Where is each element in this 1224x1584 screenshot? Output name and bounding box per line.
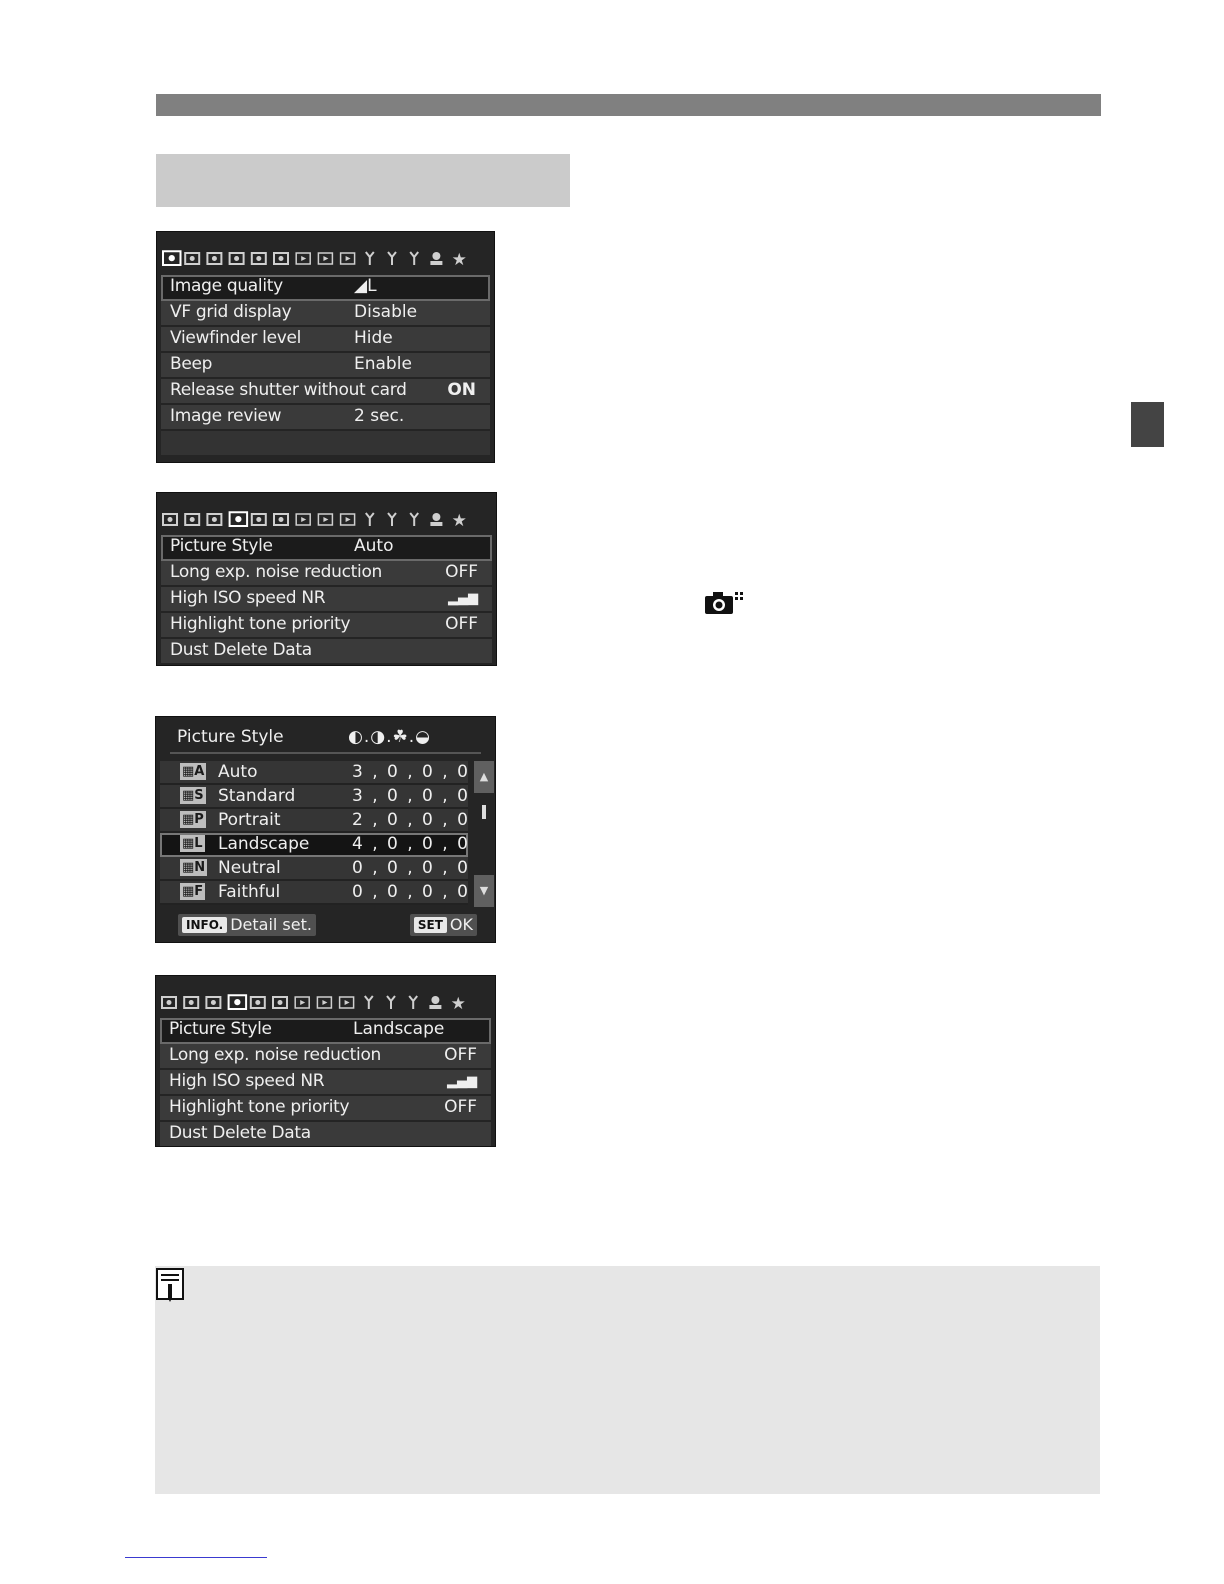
menu-row-image-quality[interactable]: [161, 275, 490, 301]
picture-style-footer: [160, 912, 491, 940]
menu-row-viewfinder-level[interactable]: [161, 327, 490, 353]
playback-tab-icon[interactable]: [317, 997, 331, 1008]
setup-tab-icon[interactable]: [365, 996, 373, 1009]
ok-button[interactable]: [410, 914, 477, 936]
scroll-down-icon[interactable]: ▼: [474, 875, 494, 907]
menu-row-picture-style[interactable]: [160, 1018, 491, 1044]
menu-row-value: Landscape: [353, 1019, 445, 1039]
style-values: 0 , 0 , 0 , 0: [352, 882, 470, 902]
menu-row-release-shutter[interactable]: [161, 379, 490, 405]
menu-screen-shooting-4-result: [155, 975, 496, 1147]
chapter-side-tab: [1131, 402, 1164, 447]
menu-row-highlight-tone[interactable]: [161, 613, 492, 639]
mymenu-star-icon[interactable]: [452, 511, 467, 531]
menu-row-label: Dust Delete Data: [169, 1123, 311, 1143]
footer-link-underline: [125, 1557, 267, 1558]
camera-tab-icon[interactable]: [230, 253, 244, 264]
section-title-box: [156, 154, 570, 207]
style-name: Standard: [218, 786, 296, 806]
picture-style-row-landscape[interactable]: [160, 833, 468, 857]
menu-row-label: Image review: [170, 406, 282, 426]
menu-row-value: 2 sec.: [354, 406, 405, 426]
menu-screen-shooting-4: [156, 492, 497, 666]
chapter-header-bar: [156, 94, 1101, 116]
picture-style-title: Picture Style: [177, 727, 284, 747]
style-badge-icon: ▦F: [182, 884, 204, 899]
set-button-icon: SET: [414, 917, 447, 933]
picture-style-row-faithful[interactable]: [160, 881, 468, 905]
style-values: 4 , 0 , 0 , 0: [352, 834, 470, 854]
style-values: 3 , 0 , 0 , 0: [352, 786, 470, 806]
svg-text:★: ★: [450, 994, 466, 1014]
menu-row-label: High ISO speed NR: [169, 1071, 325, 1091]
menu-tab-icons: [156, 976, 495, 1018]
playback-tab-icon[interactable]: [340, 997, 354, 1008]
style-name: Landscape: [218, 834, 310, 854]
camera-tab-icon[interactable]: [185, 253, 199, 264]
info-button-icon: INFO.: [182, 917, 227, 933]
camera-tab-icon[interactable]: [207, 253, 221, 264]
picture-style-parameter-icons: ◐.◑.☘.◒: [348, 727, 431, 747]
style-badge-icon: ▦S: [182, 788, 204, 803]
detail-set-label: Detail set.: [230, 915, 312, 934]
playback-tab-icon[interactable]: [318, 253, 332, 264]
setup-tab-icon[interactable]: [388, 513, 396, 526]
svg-text:★: ★: [451, 511, 467, 531]
setup-tab-icon[interactable]: [409, 996, 417, 1009]
menu-row-value: ON: [447, 380, 476, 400]
menu-row-value: OFF: [445, 614, 478, 634]
nr-level-icon: ▂▄▆: [447, 1074, 477, 1089]
menu-row-label: VF grid display: [170, 302, 292, 322]
playback-tab-icon[interactable]: [295, 997, 309, 1008]
menu-row-beep[interactable]: [161, 353, 490, 379]
camera-tab-icon[interactable]: [252, 253, 266, 264]
menu-tab-icons: [157, 493, 496, 535]
menu-row-value: Enable: [354, 354, 412, 374]
scroll-thumb[interactable]: [482, 805, 486, 819]
custom-tab-icon[interactable]: [430, 252, 442, 265]
menu-tab-bar: [156, 976, 495, 1018]
menu-row-picture-style[interactable]: [161, 535, 492, 561]
camera-menu-icon: [703, 590, 749, 616]
menu-row-value: OFF: [444, 1097, 477, 1117]
menu-row-value: Hide: [354, 328, 393, 348]
menu-row-dust-delete[interactable]: [160, 1122, 491, 1147]
menu-row-long-exp-nr[interactable]: [160, 1044, 491, 1070]
menu-row-dust-delete[interactable]: [161, 639, 492, 665]
picture-style-row-neutral[interactable]: [160, 857, 468, 881]
menu-row-value: OFF: [444, 1045, 477, 1065]
menu-screen-shooting-1: [156, 231, 495, 463]
menu-row-label: Beep: [170, 354, 213, 374]
menu-row-high-iso-nr[interactable]: [161, 587, 492, 613]
custom-tab-icon[interactable]: [429, 996, 441, 1009]
menu-row-image-review[interactable]: [161, 405, 490, 431]
camera-tab-icon[interactable]: [207, 514, 221, 525]
picture-style-scrollbar[interactable]: [474, 761, 494, 907]
menu-row-value: Disable: [354, 302, 418, 322]
picture-style-screen: [155, 716, 496, 943]
setup-tab-icon[interactable]: [366, 513, 374, 526]
camera-tab-icon[interactable]: [162, 997, 176, 1008]
menu-row-value: OFF: [445, 562, 478, 582]
menu-row-label: Long exp. noise reduction: [170, 562, 383, 582]
menu-row-value: Auto: [354, 536, 394, 556]
note-icon: [156, 1268, 186, 1304]
camera-tab-icon[interactable]: [274, 514, 288, 525]
camera-tab-icon[interactable]: [273, 997, 287, 1008]
style-name: Portrait: [218, 810, 281, 830]
style-name: Auto: [218, 762, 258, 782]
menu-row-label: Dust Delete Data: [170, 640, 312, 660]
detail-set-button[interactable]: [178, 914, 316, 936]
menu-row-label: Viewfinder level: [170, 328, 302, 348]
setup-tab-icon[interactable]: [387, 996, 395, 1009]
ok-label: OK: [449, 915, 473, 934]
style-badge-icon: ▦N: [182, 860, 206, 875]
camera-tab-icon[interactable]: [163, 514, 177, 525]
menu-row-label: Picture Style: [169, 1019, 272, 1039]
setup-tab-icon[interactable]: [388, 252, 396, 265]
setup-tab-icon[interactable]: [366, 252, 374, 265]
camera-tab-icon[interactable]: [230, 512, 248, 526]
menu-row-label: Long exp. noise reduction: [169, 1045, 382, 1065]
camera-tab-icon[interactable]: [274, 253, 288, 264]
playback-tab-icon[interactable]: [341, 253, 355, 264]
style-values: 3 , 0 , 0 , 0: [352, 762, 470, 782]
picture-style-row-standard[interactable]: [160, 785, 468, 809]
mymenu-star-icon[interactable]: [452, 250, 467, 270]
scroll-up-icon[interactable]: ▲: [474, 761, 494, 793]
style-name: Neutral: [218, 858, 281, 878]
playback-tab-icon[interactable]: [341, 514, 355, 525]
svg-text:★: ★: [451, 250, 467, 270]
style-badge-icon: ▦L: [182, 836, 203, 851]
playback-tab-icon[interactable]: [296, 514, 310, 525]
camera-tab-icon[interactable]: [229, 995, 247, 1009]
menu-row-highlight-tone[interactable]: [160, 1096, 491, 1122]
picture-style-row-auto[interactable]: [160, 761, 468, 785]
camera-tab-icon[interactable]: [185, 514, 199, 525]
camera-tab-icon[interactable]: [163, 251, 181, 265]
menu-row-long-exp-nr[interactable]: [161, 561, 492, 587]
menu-row-label: Release shutter without card: [170, 380, 407, 400]
camera-tab-icon[interactable]: [206, 997, 220, 1008]
setup-tab-icon[interactable]: [410, 252, 418, 265]
menu-tab-bar: [157, 232, 494, 274]
nr-level-icon: ▂▄▆: [448, 591, 478, 606]
custom-tab-icon[interactable]: [430, 513, 442, 526]
camera-tab-icon[interactable]: [252, 514, 266, 525]
setup-tab-icon[interactable]: [410, 513, 418, 526]
mymenu-star-icon[interactable]: [451, 994, 466, 1014]
menu-row-value: ◢L: [354, 276, 377, 296]
menu-row-label: Highlight tone priority: [170, 614, 351, 634]
divider: [170, 752, 481, 754]
menu-row-label: High ISO speed NR: [170, 588, 326, 608]
menu-tab-icons: [157, 232, 494, 274]
menu-row-high-iso-nr[interactable]: [160, 1070, 491, 1096]
camera-tab-icon[interactable]: [184, 997, 198, 1008]
menu-row-vf-grid[interactable]: [161, 301, 490, 327]
style-values: 2 , 0 , 0 , 0: [352, 810, 470, 830]
menu-row-label: Highlight tone priority: [169, 1097, 350, 1117]
menu-row-label: Image quality: [170, 276, 283, 296]
style-values: 0 , 0 , 0 , 0: [352, 858, 470, 878]
menu-row-label: Picture Style: [170, 536, 273, 556]
menu-row-empty: [161, 431, 490, 455]
playback-tab-icon[interactable]: [318, 514, 332, 525]
style-badge-icon: ▦P: [182, 812, 204, 827]
playback-tab-icon[interactable]: [296, 253, 310, 264]
picture-style-row-portrait[interactable]: [160, 809, 468, 833]
note-box: [155, 1266, 1100, 1494]
menu-tab-bar: [157, 493, 496, 535]
style-name: Faithful: [218, 882, 281, 902]
style-badge-icon: ▦A: [182, 764, 205, 779]
camera-tab-icon[interactable]: [251, 997, 265, 1008]
